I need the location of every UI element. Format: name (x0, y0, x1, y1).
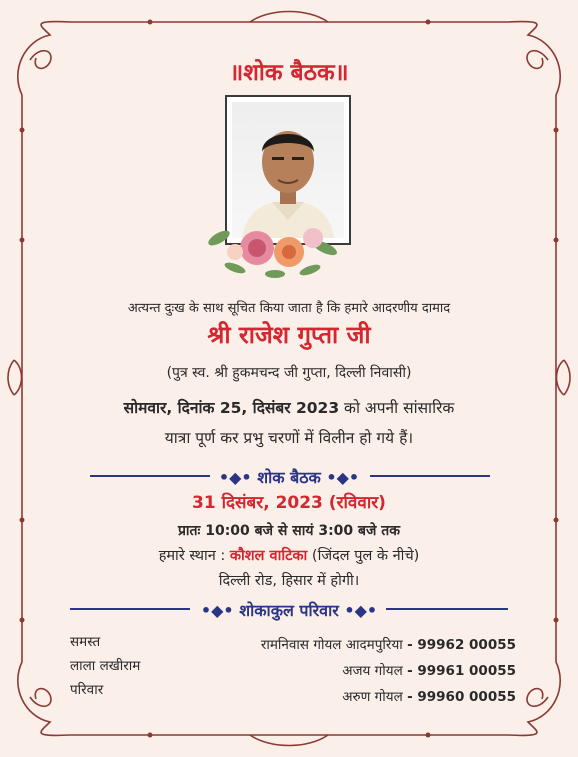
place-prefix: हमारे स्थान : (158, 548, 230, 564)
family-left (70, 630, 140, 702)
family-left-line: समस्त (70, 634, 101, 650)
intro-text: अत्यन्त दुःख के साथ सूचित किया जाता है कि हमारे आदरणीय दामाद (127, 301, 451, 316)
deceased-name: श्री राजेश गुप्ता जी (207, 321, 371, 349)
meeting-time: प्रातः 10:00 बजे से सायं 3:00 बजे तक (177, 523, 401, 539)
journey-text: यात्रा पूर्ण कर प्रभु चरणों में विलीन हो गये हैं। (164, 429, 414, 447)
member-phone: - 99961 00055 (407, 663, 516, 679)
meeting-heading (0, 466, 578, 488)
member-name: रामनिवास गोयल आदमपुरिया (260, 637, 403, 653)
family-left-line: परिवार (70, 682, 104, 698)
family-heading (0, 599, 578, 621)
member-phone: - 99960 00055 (407, 689, 516, 705)
page-title: ॥शोक बैठक॥ (229, 60, 349, 86)
place-suffix: (जिंदल पुल के नीचे) (307, 548, 420, 564)
member-phone: - 99962 00055 (407, 637, 516, 653)
list-item (261, 684, 516, 710)
family-members (261, 632, 516, 710)
parentage-text: (पुत्र स्व. श्री हुकमचन्द जी गुप्ता, दिल्ली निवासी) (166, 365, 412, 381)
death-date: सोमवार, दिनांक 25, दिसंबर 2023 (123, 399, 340, 417)
family-left-line: लाला लखीराम (70, 658, 141, 674)
family-heading-label: शोकाकुल परिवार (239, 601, 339, 620)
meeting-heading-label: शोक बैठक (257, 468, 321, 487)
member-name: अरुण गोयल (342, 689, 403, 705)
member-name: अजय गोयल (342, 663, 403, 679)
ornament-right-icon: •◆• (344, 601, 378, 620)
date-line-rest: को अपनी सांसारिक (339, 399, 455, 417)
meeting-date: 31 दिसंबर, 2023 (रविवार) (192, 493, 386, 513)
list-item (261, 658, 516, 684)
ornament-left-icon: •◆• (200, 601, 234, 620)
list-item (261, 632, 516, 658)
ornament-right-icon: •◆• (326, 468, 360, 487)
flower-decoration (205, 208, 345, 283)
ornament-left-icon: •◆• (218, 468, 252, 487)
meeting-place (0, 545, 578, 565)
date-line (0, 396, 578, 418)
venue-name: कौशल वाटिका (229, 548, 308, 564)
meeting-road: दिल्ली रोड, हिसार में होगी। (218, 573, 360, 589)
